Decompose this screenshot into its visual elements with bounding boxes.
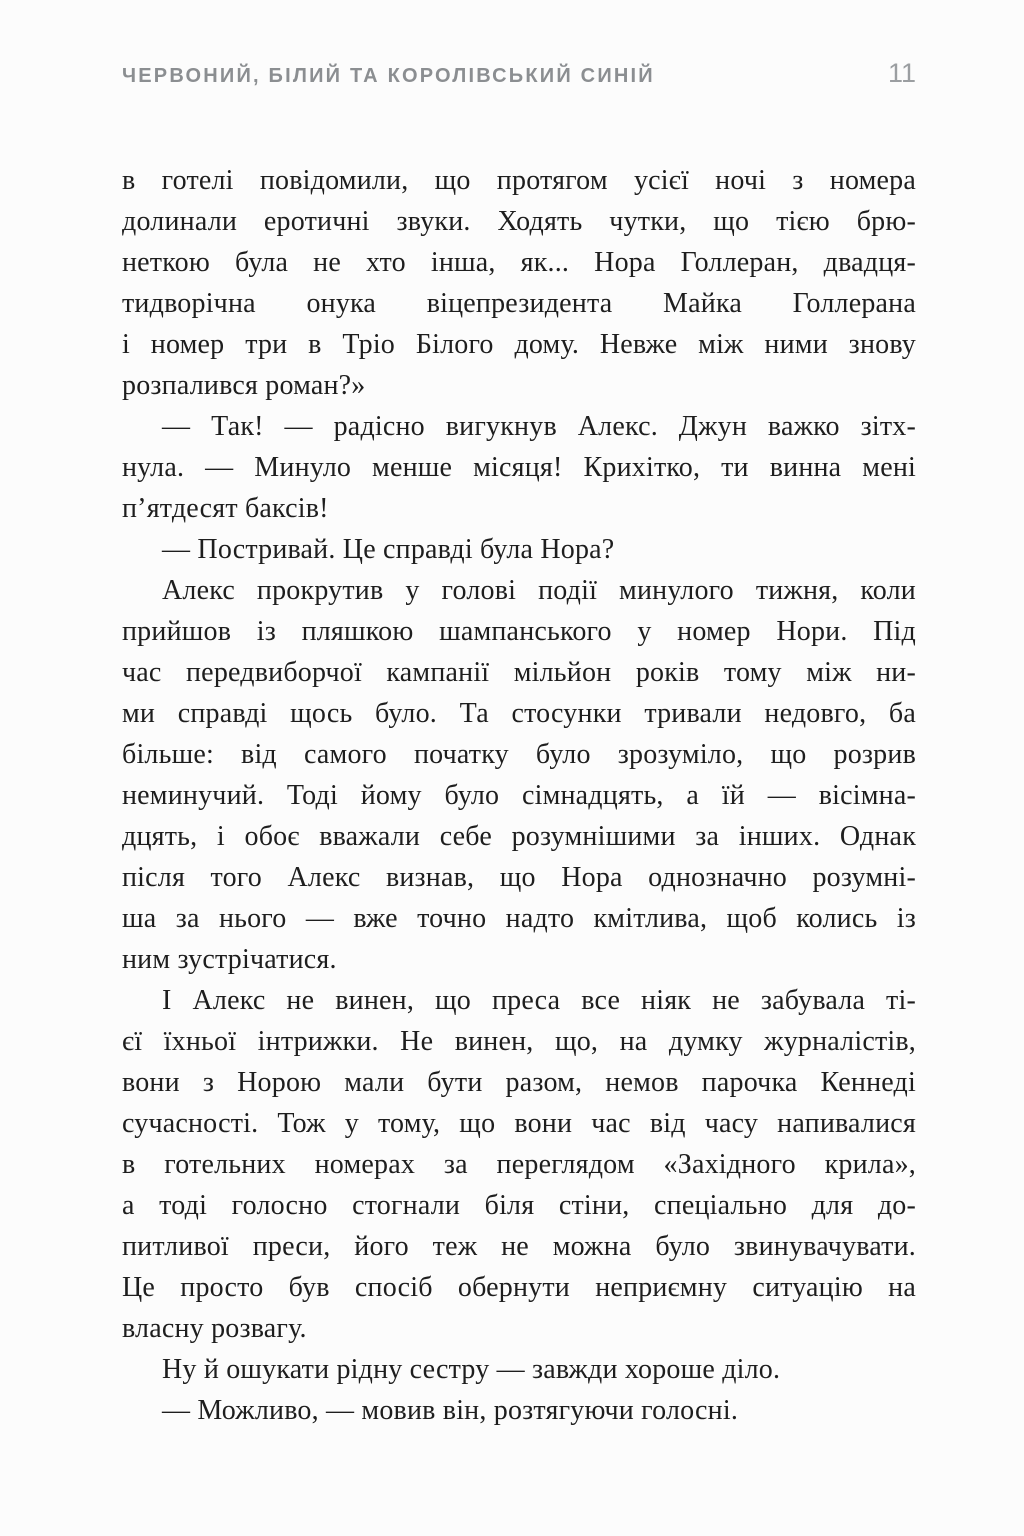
text-line: долинали еротичні звуки. Ходять чутки, що тією брю- [122,206,916,237]
page-number: 11 [887,58,916,88]
text-line: час передвиборчої кампанії мільйон років тому між ни- [122,657,916,688]
text-line: п’ятдесят баксів! [122,493,329,524]
text-line: в готелі повідомили, що протягом усієї ночі з номера [122,165,916,196]
text-line: нула. — Минуло менше місяця! Крихітко, ти винна мені [122,452,916,483]
text-line: Алекс прокрутив у голові події минулого тижня, коли [162,575,916,606]
paragraph [122,406,916,529]
paragraph [122,1349,916,1390]
paragraph [122,160,916,406]
page-header [122,58,916,88]
text-line: І Алекс не винен, що преса все ніяк не забувала ті- [162,985,916,1016]
running-title: ЧЕРВОНИЙ, БІЛИЙ ТА КОРОЛІВСЬКИЙ СИНІЙ [122,65,655,87]
text-line: — Можливо, — мовив він, розтягуючи голосні. [162,1395,739,1426]
text-line: — Так! — радісно вигукнув Алекс. Джун важко зітх- [162,411,916,442]
text-line: після того Алекс визнав, що Нора однозначно розумні- [122,862,916,893]
text-line: вони з Норою мали бути разом, немов парочка Кеннеді [122,1067,916,1098]
text-line: неткою була не хто інша, як... Нора Голлеран, двадця- [122,247,916,278]
text-line: питливої преси, його теж не можна було звинувачувати. [122,1231,916,1262]
text-line: розпалився роман?» [122,370,366,401]
text-line: більше: від самого початку було зрозуміло, що розрив [122,739,916,770]
text-line: прийшов із пляшкою шампанського у номер Нори. Під [122,616,916,647]
text-line: тидворічна онука віцепрезидента Майка Голлерана [122,288,916,319]
text-line: сучасності. Тож у тому, що вони час від часу напивалися [122,1108,916,1139]
paragraph [122,980,916,1349]
text-line: дцять, і обоє вважали себе розумнішими за інших. Однак [122,821,916,852]
text-line: в готельних номерах за переглядом «Західного крила», [122,1149,916,1180]
body-text [122,160,916,1431]
text-line: власну розвагу. [122,1313,307,1344]
text-line: ша за нього — вже точно надто кмітлива, щоб колись із [122,903,916,934]
text-line: Це просто був спосіб обернути неприємну ситуацію на [122,1272,916,1303]
paragraph [122,570,916,980]
paragraph [122,1390,916,1431]
text-line: — Постривай. Це справді була Нора? [162,534,615,565]
text-line: і номер три в Тріо Білого дому. Невже між ними знову [122,329,916,360]
text-line: а тоді голосно стогнали біля стіни, спеціально для до- [122,1190,916,1221]
text-line: ним зустрічатися. [122,944,337,975]
text-line: неминучий. Тоді йому було сімнадцять, а їй — вісімна- [122,780,916,811]
text-line: єї їхньої інтрижки. Не винен, що, на думку журналістів, [122,1026,916,1057]
paragraph [122,529,916,570]
text-line: ми справді щось було. Та стосунки тривали недовго, ба [122,698,916,729]
text-line: Ну й ошукати рідну сестру — завжди хороше діло. [162,1354,781,1385]
